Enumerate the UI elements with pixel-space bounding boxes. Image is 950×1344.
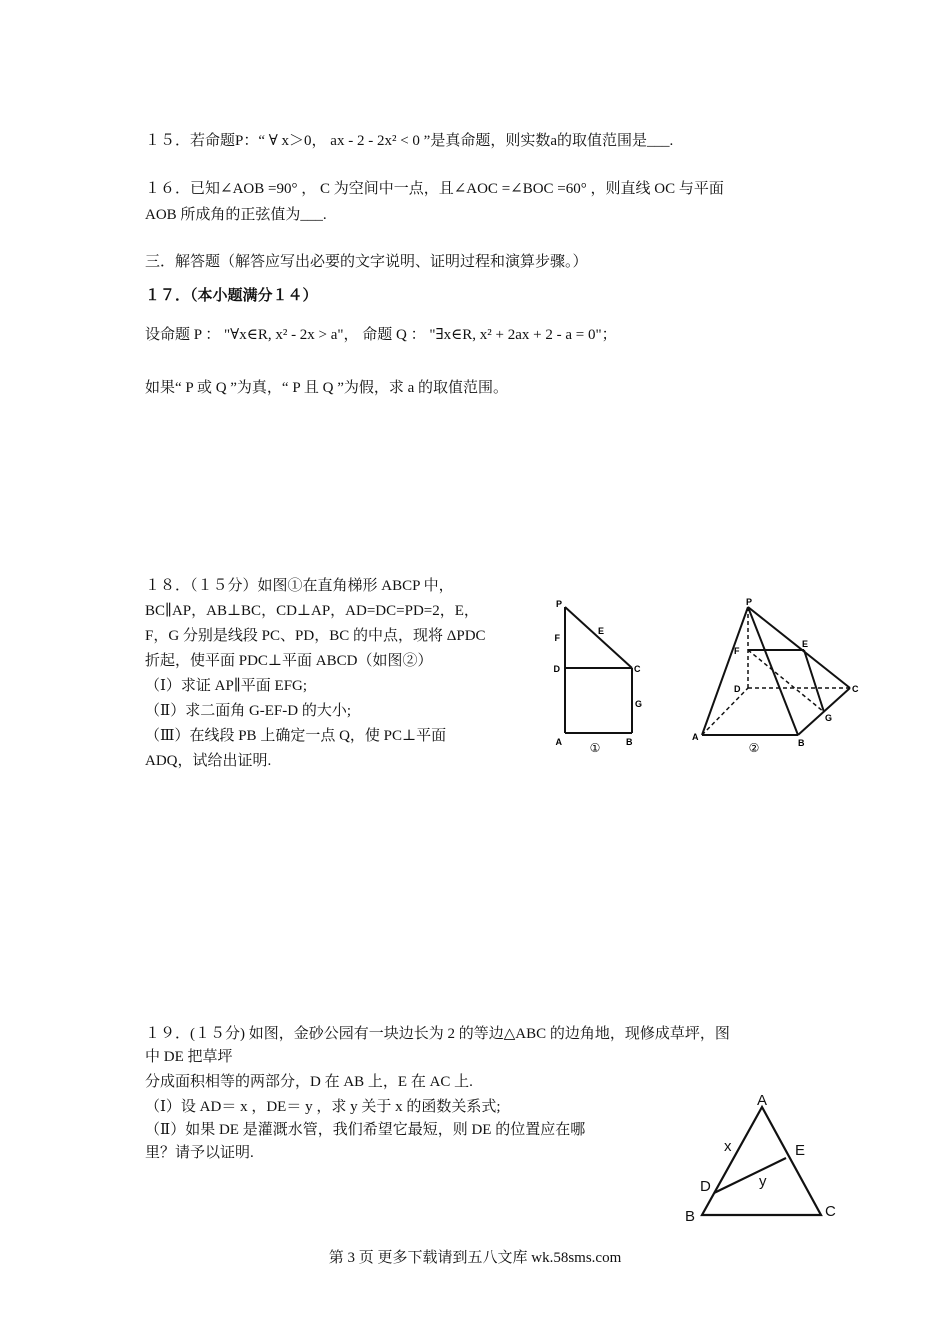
section-3-heading: 三．解答题（解答应写出必要的文字说明、证明过程和演算步骤。） xyxy=(145,254,588,270)
label-x: x xyxy=(724,1138,732,1155)
question-19-text xyxy=(145,1023,730,1165)
question-15: １５．若命题P：“ ∀ x＞0， ax - 2 - 2x² < 0 ”是真命题，则实数a的取值范围是___. xyxy=(145,133,674,149)
label-B: B xyxy=(685,1208,696,1225)
question-17-heading: １７．（本小题满分１４） xyxy=(145,288,318,304)
label-G: G xyxy=(825,713,833,723)
label-F: F xyxy=(554,633,560,643)
question-19-line: （Ⅱ）如果 DE 是灌溉水管，我们希望它最短，则 DE 的位置应在哪 xyxy=(145,1122,586,1138)
label-y: y xyxy=(759,1173,767,1190)
question-18-text xyxy=(145,574,530,774)
question-16-line-1: １６．已知∠AOB =90° ， C 为空间中一点，且∠AOC =∠BOC =60° ，则直线 OC 与平面 xyxy=(145,181,724,197)
question-16-line-2: AOB 所成角的正弦值为___. xyxy=(145,207,327,223)
figure-1-caption: ① xyxy=(589,741,601,755)
question-19-line: １９．(１５分) 如图，金砂公园有一块边长为 2 的等边△ABC 的边角地，现修成草坪，图 xyxy=(145,1026,730,1042)
label-A: A xyxy=(692,732,699,742)
figure-trapezoid xyxy=(548,595,658,760)
question-18-line: １８．（１５分）如图①在直角梯形 ABCP 中， xyxy=(145,578,454,594)
label-A: A xyxy=(757,1092,768,1109)
question-18-line: （Ⅱ）求二面角 G-EF-D 的大小; xyxy=(145,703,352,719)
question-17-line-1: 设命题 P ： "∀x∈R, x² - 2x > a"， 命题 Q ： "∃x∈R, x² + 2ax + 2 - a = 0"； xyxy=(145,327,617,343)
page-footer: 第 3 页 更多下载请到五八文库 wk.58sms.com xyxy=(328,1250,622,1266)
question-18-line: F，G 分别是线段 PC、PD，BC 的中点，现将 ΔPDC xyxy=(145,628,486,644)
figure-2-caption: ② xyxy=(748,741,760,755)
label-P: P xyxy=(746,597,753,607)
question-18-line: 折起，使平面 PDC⊥平面 ABCD（如图②） xyxy=(145,653,433,669)
label-C: C xyxy=(852,684,859,694)
question-18-line: ADQ，试给出证明. xyxy=(145,753,272,769)
label-C: C xyxy=(634,664,641,674)
label-D: D xyxy=(734,684,741,694)
label-B: B xyxy=(798,738,805,748)
label-E: E xyxy=(802,639,809,649)
label-G: G xyxy=(635,699,643,709)
label-B: B xyxy=(626,737,633,747)
label-F: F xyxy=(734,646,740,656)
question-19-line: 中 DE 把草坪 xyxy=(145,1049,233,1065)
question-17-line-2: 如果“ P 或 Q ”为真，“ P 且 Q ”为假，求 a 的取值范围。 xyxy=(145,380,509,396)
question-19-line: 分成面积相等的两部分，D 在 AB 上，E 在 AC 上. xyxy=(145,1074,473,1090)
question-18-line: （Ⅲ）在线段 PB 上确定一点 Q，使 PC⊥平面 xyxy=(145,728,447,744)
question-19-line: 里？请予以证明. xyxy=(145,1145,254,1161)
figure-triangle xyxy=(680,1085,850,1230)
question-19-line: （Ⅰ）设 AD＝ x ，DE＝ y ，求 y 关于 x 的函数关系式; xyxy=(145,1099,501,1115)
label-D: D xyxy=(553,664,560,674)
label-D: D xyxy=(700,1178,711,1195)
figure-pyramid xyxy=(688,595,868,760)
question-18-line: BC∥AP，AB⊥BC，CD⊥AP，AD=DC=PD=2，E， xyxy=(145,603,479,619)
label-A: A xyxy=(555,737,562,747)
label-P: P xyxy=(555,599,562,609)
label-E: E xyxy=(795,1142,806,1159)
label-E: E xyxy=(598,626,605,636)
question-18-line: （Ⅰ）求证 AP∥平面 EFG; xyxy=(145,678,308,694)
label-C: C xyxy=(825,1203,836,1220)
